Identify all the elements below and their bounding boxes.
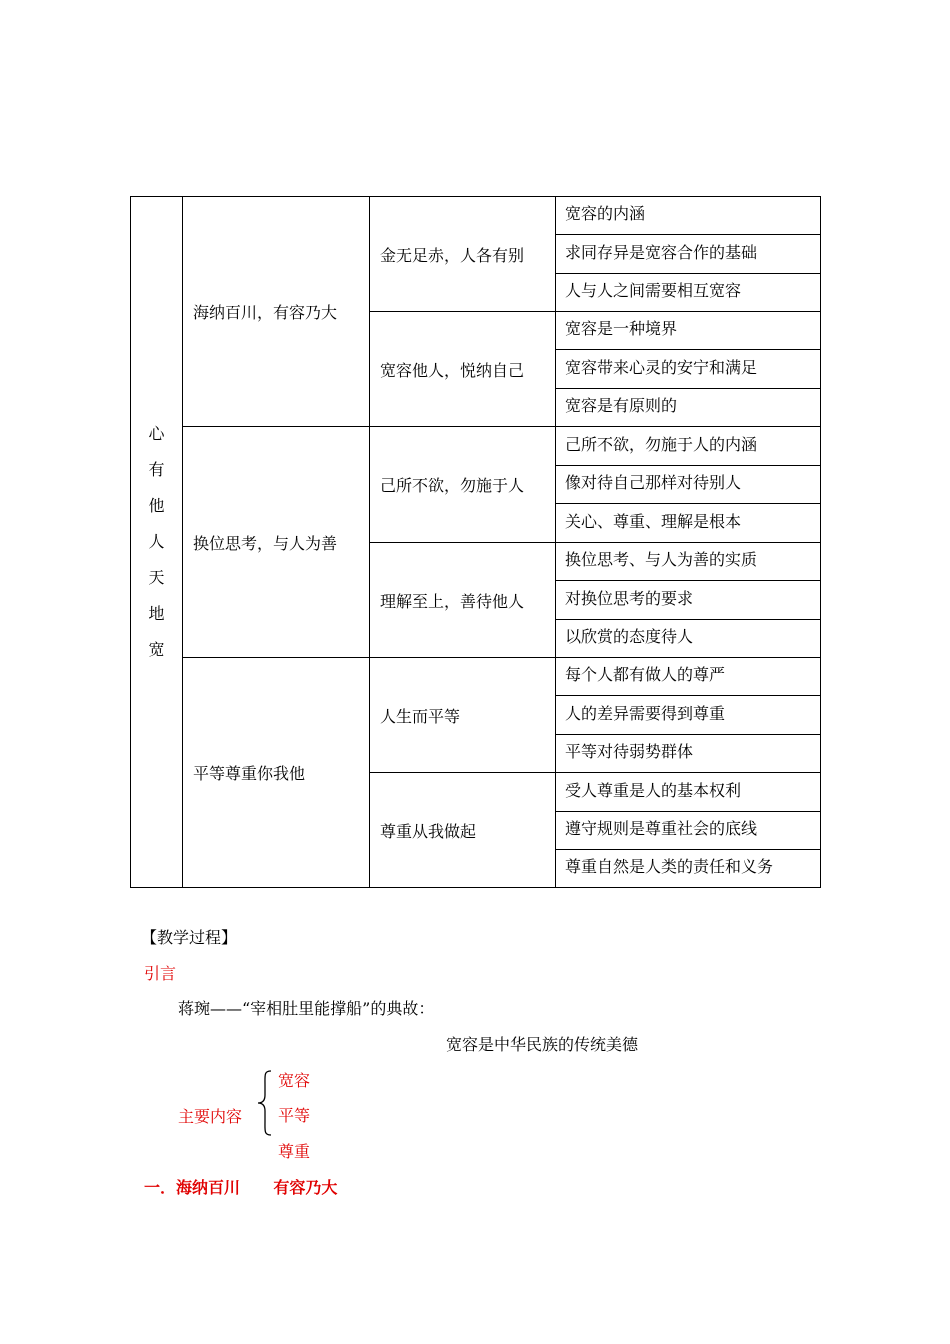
point-item: 人的差异需要得到尊重 bbox=[556, 696, 821, 735]
main-item: 平等 bbox=[278, 1106, 311, 1125]
main-item: 宽容 bbox=[278, 1071, 311, 1090]
story-line: 蒋琬——“宰相肚里能撑船”的典故： bbox=[178, 999, 435, 1018]
left-brace-icon bbox=[255, 1069, 275, 1137]
root-char: 心 bbox=[148, 424, 165, 443]
subsection-title: 金无足赤，人各有别 bbox=[370, 197, 556, 312]
main-content-label: 主要内容 bbox=[178, 1107, 243, 1126]
main-item: 尊重 bbox=[278, 1142, 311, 1161]
root-char: 他 bbox=[148, 496, 165, 515]
point-item: 换位思考、与人为善的实质 bbox=[556, 543, 821, 581]
subsection-title: 理解至上，善待他人 bbox=[370, 543, 556, 658]
section-title: 换位思考，与人为善 bbox=[183, 427, 370, 658]
intro-label: 引言 bbox=[144, 964, 177, 983]
root-char: 人 bbox=[148, 532, 165, 551]
point-item: 求同存异是宽容合作的基础 bbox=[556, 235, 821, 274]
outline-root bbox=[131, 197, 183, 888]
section-title: 海纳百川，有容乃大 bbox=[183, 197, 370, 427]
subsection-title: 尊重从我做起 bbox=[370, 773, 556, 888]
process-heading: 【教学过程】 bbox=[141, 928, 238, 947]
subsection-title: 宽容他人，悦纳自己 bbox=[370, 312, 556, 427]
point-item: 关心、尊重、理解是根本 bbox=[556, 504, 821, 543]
section-one-heading: 一．海纳百川 有容乃大 bbox=[144, 1178, 338, 1197]
point-item: 遵守规则是尊重社会的底线 bbox=[556, 812, 821, 850]
point-item: 以欣赏的态度待人 bbox=[556, 620, 821, 658]
point-item: 宽容是有原则的 bbox=[556, 389, 821, 427]
point-item: 平等对待弱势群体 bbox=[556, 735, 821, 773]
subsection-title: 人生而平等 bbox=[370, 658, 556, 773]
root-char: 有 bbox=[148, 460, 165, 479]
point-item: 对换位思考的要求 bbox=[556, 581, 821, 620]
root-char: 宽 bbox=[148, 640, 165, 659]
point-item: 宽容的内涵 bbox=[556, 197, 821, 235]
point-item: 受人尊重是人的基本权利 bbox=[556, 773, 821, 812]
root-char: 地 bbox=[148, 604, 165, 623]
point-item: 人与人之间需要相互宽容 bbox=[556, 274, 821, 312]
point-item: 每个人都有做人的尊严 bbox=[556, 658, 821, 696]
point-item: 像对待自己那样对待别人 bbox=[556, 466, 821, 504]
point-item: 尊重自然是人类的责任和义务 bbox=[556, 850, 821, 888]
point-item: 己所不欲，勿施于人的内涵 bbox=[556, 427, 821, 466]
subsection-title: 己所不欲，勿施于人 bbox=[370, 427, 556, 543]
outline-table bbox=[130, 196, 821, 888]
section-title: 平等尊重你我他 bbox=[183, 658, 370, 888]
virtue-line: 宽容是中华民族的传统美德 bbox=[446, 1035, 639, 1054]
point-item: 宽容带来心灵的安宁和满足 bbox=[556, 350, 821, 389]
root-char: 天 bbox=[148, 568, 165, 587]
point-item: 宽容是一种境界 bbox=[556, 312, 821, 350]
